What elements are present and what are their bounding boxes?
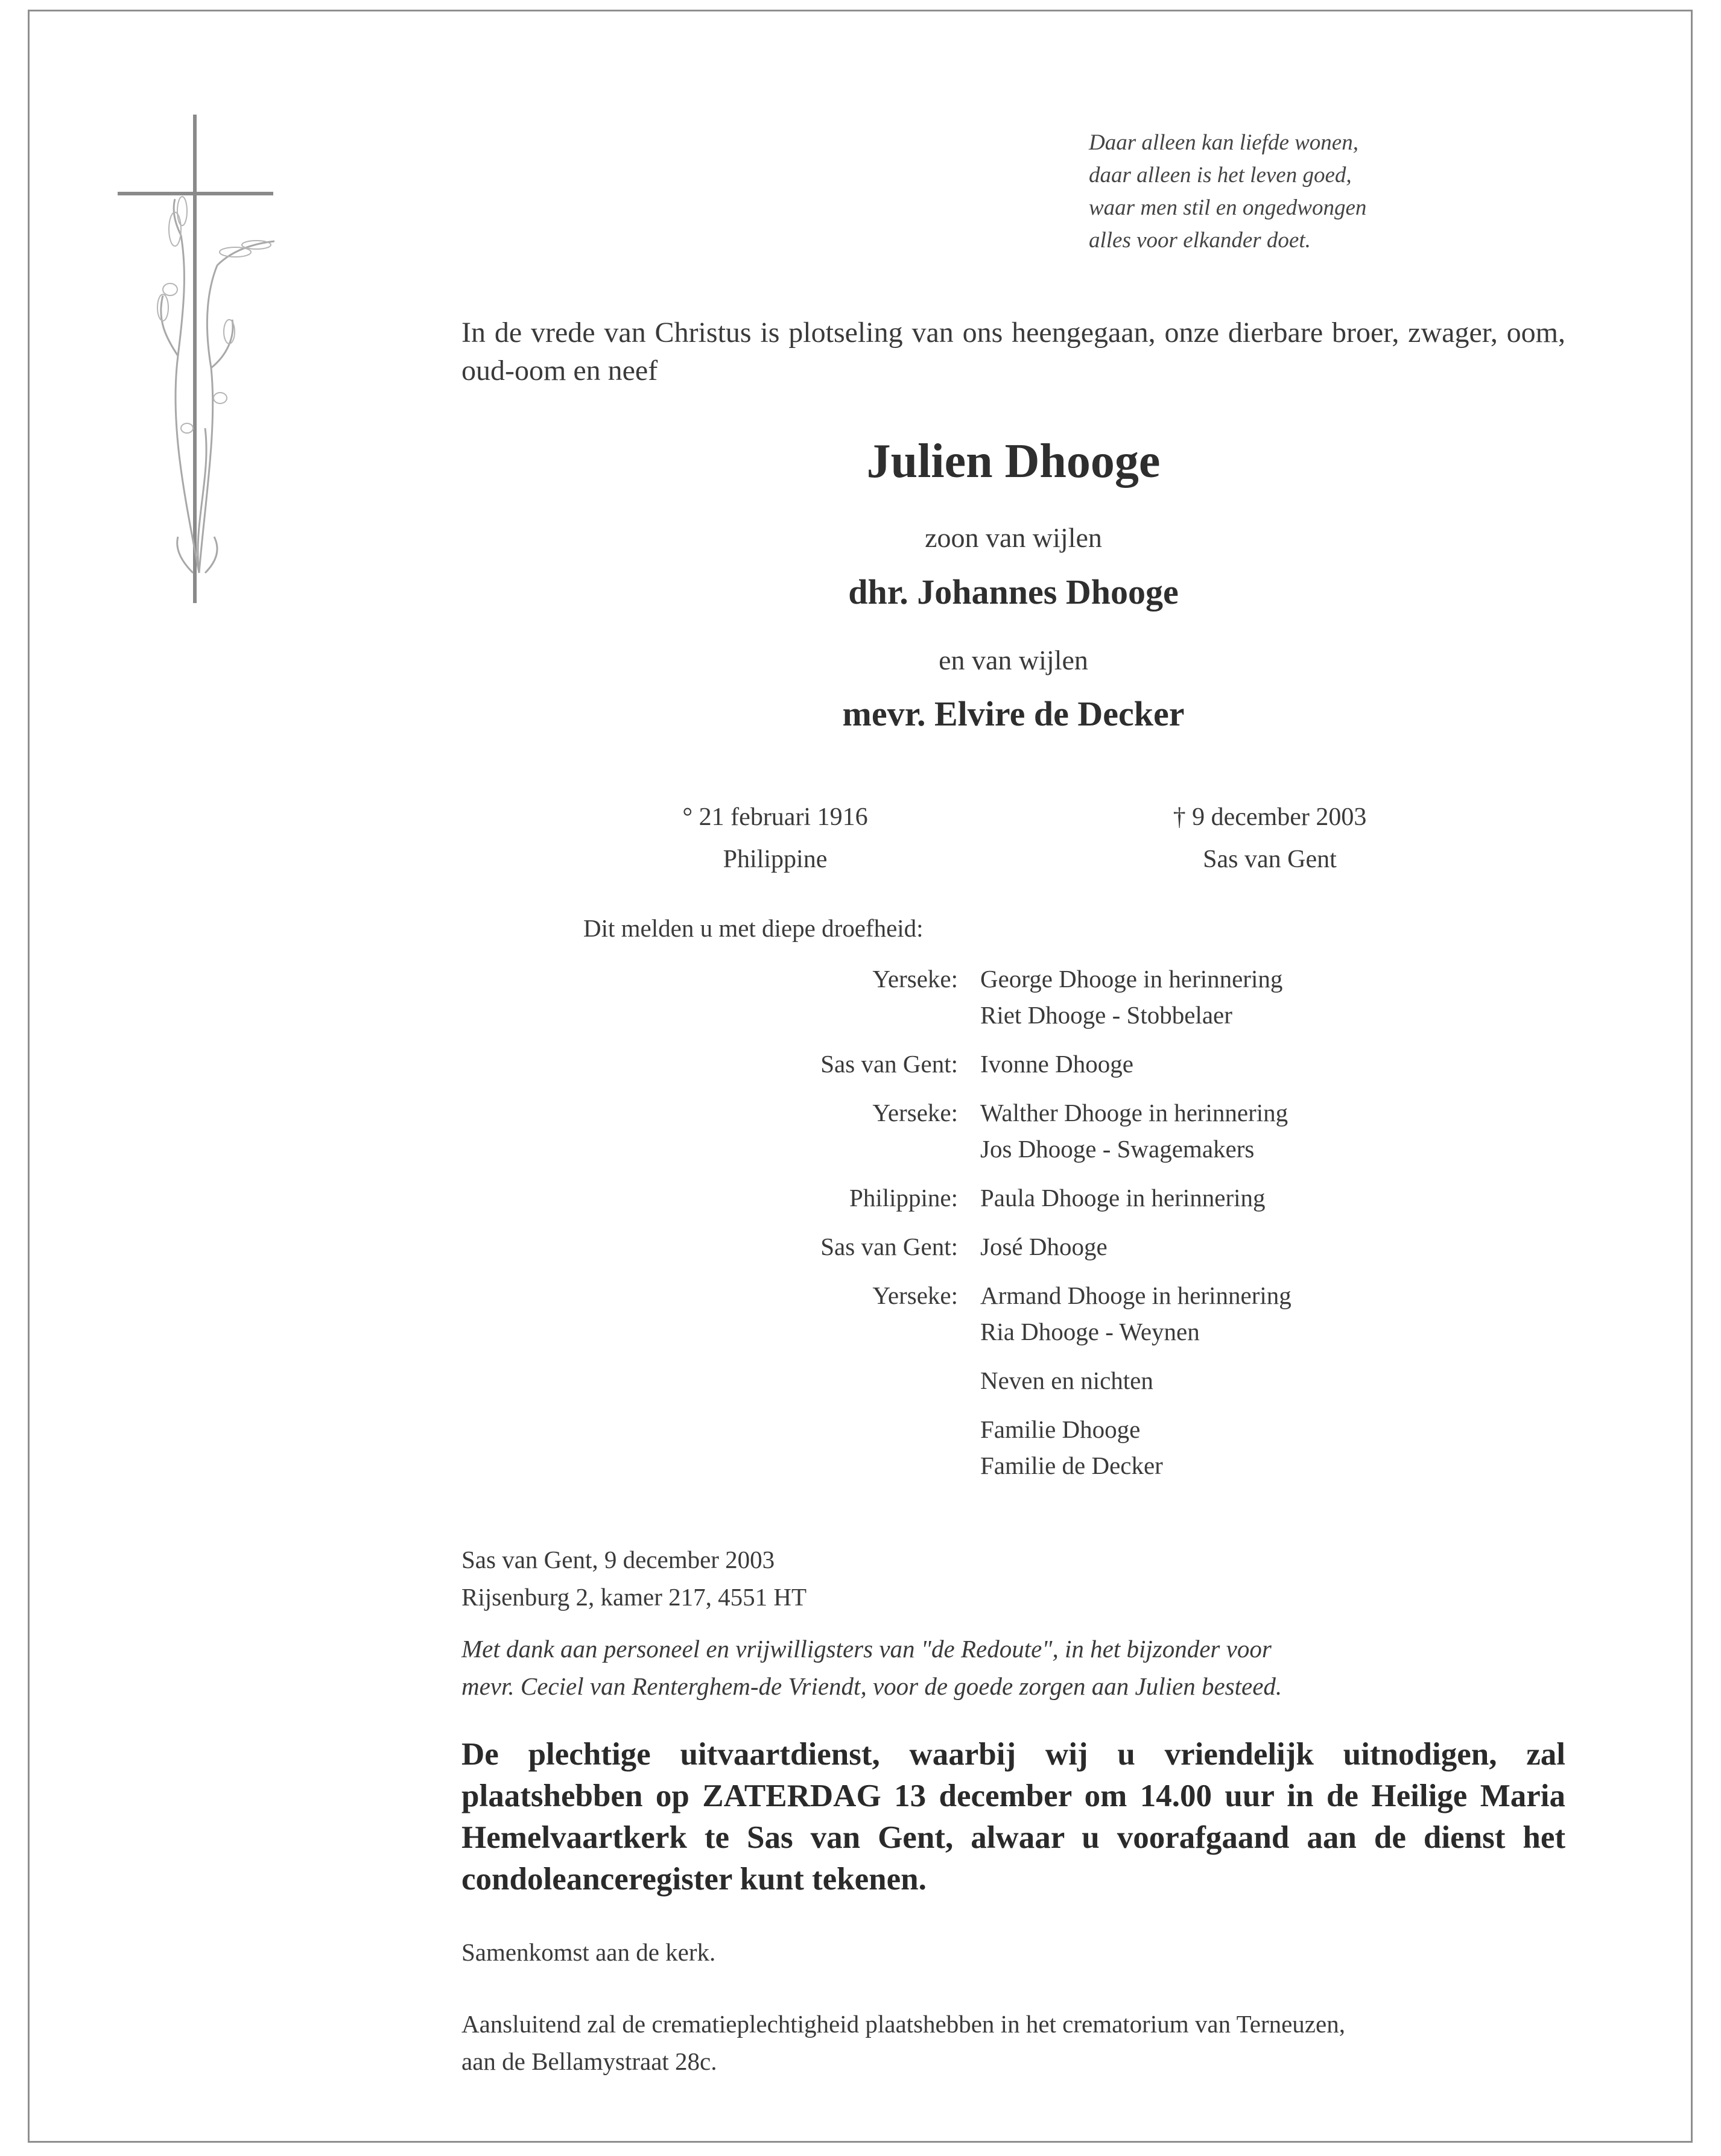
family-row [603,1277,1292,1350]
son-of-label-2: en van wijlen [939,645,1088,675]
family-row [603,1362,1292,1399]
poem [1089,127,1366,257]
family-place: Sas van Gent: [820,1050,958,1078]
family-row [603,1180,1292,1216]
family-place: Sas van Gent: [820,1233,958,1260]
poem-line: waar men stil en ongedwongen [1089,195,1367,220]
family-list [603,961,1292,1496]
family-member: Armand Dhooge in herinnering [980,1282,1292,1309]
family-member: Walther Dhooge in herinnering [980,1099,1288,1127]
poem-line: Daar alleen kan liefde wonen, [1089,130,1358,155]
family-member: Jos Dhooge - Swagemakers [980,1135,1255,1163]
family-place: Philippine: [849,1184,958,1212]
family-member: Ria Dhooge - Weynen [980,1318,1200,1345]
thanks-line: Met dank aan personeel en vrijwilligsters van "de Redoute", in het bijzonder voor [461,1635,1272,1663]
family-row [603,961,1292,1033]
thanks-line: mevr. Ceciel van Renterghem-de Vriendt, voor de goede zorgen aan Julien besteed. [461,1672,1282,1700]
family-member: Familie de Decker [980,1452,1163,1479]
family-member: Riet Dhooge - Stobbelaer [980,1001,1232,1029]
cremation-block [461,2005,1345,2080]
family-member: Ivonne Dhooge [980,1050,1133,1078]
family-row [603,1411,1292,1484]
death-place: Sas van Gent [1203,846,1337,873]
address-line: Rijsenburg 2, kamer 217, 4551 HT [461,1583,807,1611]
family-member: George Dhooge in herinnering [980,965,1283,993]
family-member: Familie Dhooge [980,1415,1141,1443]
cross-wheat-icon [115,115,314,609]
cremation-line: aan de Bellamystraat 28c. [461,2047,717,2075]
family-place: Yerseke: [872,1282,958,1309]
deceased-name: Julien Dhooge [866,435,1161,488]
cremation-line: Aansluitend zal de crematieplechtigheid plaatshebben in het crematorium van Terneuzen, [461,2010,1345,2038]
family-place: Yerseke: [872,965,958,993]
family-member: José Dhooge [980,1233,1108,1260]
family-member: Neven en nichten [980,1367,1153,1394]
family-place [603,1411,980,1484]
family-row [603,1046,1292,1082]
father-name: dhr. Johannes Dhooge [848,572,1179,612]
thanks-block [461,1630,1282,1705]
poem-line: daar alleen is het leven goed, [1089,163,1352,188]
birth-block [624,796,926,880]
birth-date: ° 21 februari 1916 [682,803,868,831]
address-block [461,1541,807,1616]
family-place [603,1362,980,1399]
mother-name: mevr. Elvire de Decker [842,694,1185,733]
meeting-text: Samenkomst aan de kerk. [461,1938,716,1966]
poem-line: alles voor elkander doet. [1089,228,1311,253]
address-line: Sas van Gent, 9 december 2003 [461,1546,775,1573]
family-member: Paula Dhooge in herinnering [980,1184,1266,1212]
son-of-label-1: zoon van wijlen [925,522,1102,553]
family-row [603,1095,1292,1167]
birth-place: Philippine [723,846,828,873]
family-row [603,1228,1292,1265]
service-announcement: De plechtige uitvaartdienst, waarbij wij u vriendelijk uitnodigen, zal plaatshebben op ZATERDAG 13 december om 14.00 uur in de Heilige Maria Hemelvaartkerk te Sas van Gent, alwaar u voorafgaand aan de dienst het condoleanceregister kunt tekenen. [461,1737,1565,1897]
death-date: † 9 december 2003 [1173,803,1367,831]
announcement-text: Dit melden u met diepe droefheid: [583,914,924,942]
family-place: Yerseke: [872,1099,958,1127]
intro-text: In de vrede van Christus is plotseling van ons heengegaan, onze dierbare broer, zwager, oom, oud-oom en neef [461,317,1565,387]
death-block [1119,796,1421,880]
